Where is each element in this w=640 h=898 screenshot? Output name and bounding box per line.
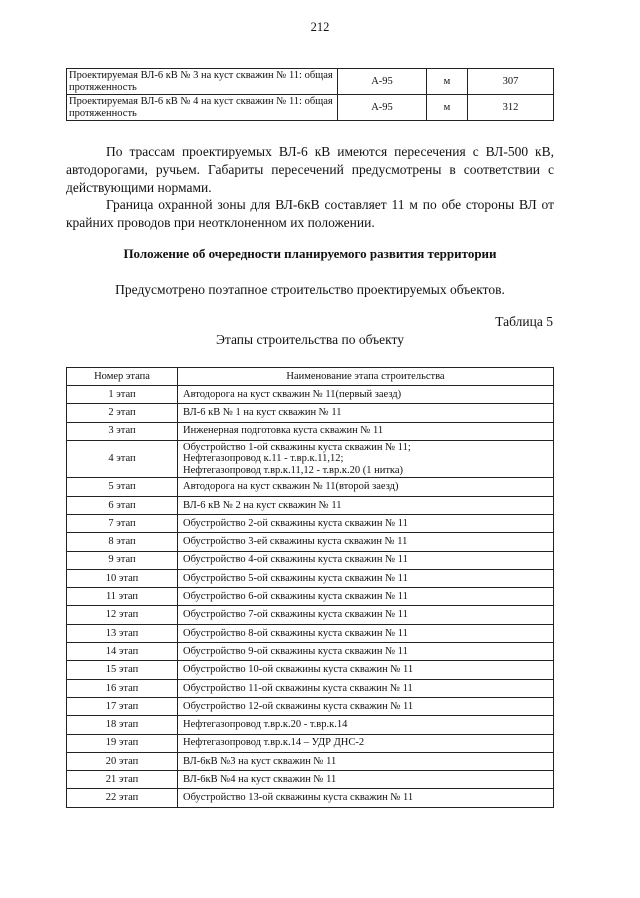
intro-text: Предусмотрено поэтапное строительство проектируемых объектов. bbox=[115, 282, 505, 297]
stage-number: 17 этап bbox=[67, 697, 178, 715]
stage-name-line: ВЛ-6 кВ № 1 на куст скважин № 11 bbox=[183, 407, 342, 419]
stage-name-line: Обустройство 11-ой скважины куста скважин № 11 bbox=[183, 682, 413, 694]
unit: м bbox=[427, 69, 468, 95]
table-row bbox=[67, 606, 554, 624]
stage-name bbox=[178, 624, 554, 642]
length-value: 307 bbox=[468, 69, 554, 95]
stages-table bbox=[66, 367, 554, 808]
stage-name bbox=[178, 588, 554, 606]
stage-name-line: Обустройство 10-ой скважины куста скважин № 11 bbox=[183, 664, 414, 676]
stage-name bbox=[178, 752, 554, 770]
stage-number: 9 этап bbox=[67, 551, 178, 569]
stage-number: 2 этап bbox=[67, 404, 178, 422]
stage-name bbox=[178, 789, 554, 807]
stage-name-line: Нефтегазопровод т.вр.к.11,12 - т.вр.к.20 (1 нитка) bbox=[183, 464, 404, 476]
stage-name-line: Инженерная подготовка куста скважин № 11 bbox=[183, 425, 384, 437]
stage-number: 5 этап bbox=[67, 478, 178, 496]
stage-name-line: Автодорога на куст скважин № 11(второй заезд) bbox=[183, 481, 399, 493]
line-description: Проектируемая ВЛ-6 кВ № 3 на куст скважин № 11: общая протяженность bbox=[67, 69, 338, 95]
table-row bbox=[67, 716, 554, 734]
table-row bbox=[67, 789, 554, 807]
stage-name-line: Обустройство 12-ой скважины куста скважин № 11 bbox=[183, 700, 414, 712]
wire-type: А-95 bbox=[338, 95, 427, 121]
stage-number: 18 этап bbox=[67, 716, 178, 734]
stage-name-line: Нефтегазопровод т.вр.к.20 - т.вр.к.14 bbox=[183, 719, 348, 731]
table-row bbox=[67, 771, 554, 789]
stage-name-line: Нефтегазопровод т.вр.к.14 – УДР ДНС-2 bbox=[183, 737, 365, 749]
table-row bbox=[67, 661, 554, 679]
stage-name bbox=[178, 422, 554, 440]
stage-name bbox=[178, 643, 554, 661]
page-number: 212 bbox=[310, 20, 330, 34]
stage-number: 11 этап bbox=[67, 588, 178, 606]
stage-name-line: Обустройство 6-ой скважины куста скважин № 11 bbox=[183, 591, 408, 603]
stage-number: 4 этап bbox=[67, 440, 178, 478]
stage-number: 21 этап bbox=[67, 771, 178, 789]
table-row bbox=[67, 440, 554, 478]
stage-name bbox=[178, 533, 554, 551]
stage-name-line: Нефтегазопровод к.11 - т.вр.к.11,12; bbox=[183, 453, 344, 465]
stage-name-line: Обустройство 9-ой скважины куста скважин № 11 bbox=[183, 645, 408, 657]
paragraph-crossings: По трассам проектируемых ВЛ-6 кВ имеются пересечения с ВЛ-500 кВ, автодорогами, ручьем. Габариты пересечений предусмотрены в соответствии с действующими нормами. bbox=[66, 144, 554, 195]
stage-number: 19 этап bbox=[67, 734, 178, 752]
table-row bbox=[67, 752, 554, 770]
stage-name-line: Обустройство 1-ой скважины куста скважин № 11; bbox=[183, 441, 411, 453]
stage-name bbox=[178, 386, 554, 404]
table-row bbox=[67, 404, 554, 422]
stage-number: 16 этап bbox=[67, 679, 178, 697]
table-row bbox=[67, 588, 554, 606]
header-stage-number: Номер этапа bbox=[67, 368, 178, 386]
length-value: 312 bbox=[468, 95, 554, 121]
stage-name-line: ВЛ-6кВ №3 на куст скважин № 11 bbox=[183, 755, 337, 767]
stage-number: 12 этап bbox=[67, 606, 178, 624]
stage-name bbox=[178, 551, 554, 569]
stage-name-line: ВЛ-6кВ №4 на куст скважин № 11 bbox=[183, 774, 337, 786]
unit: м bbox=[427, 95, 468, 121]
stage-name bbox=[178, 734, 554, 752]
table-row bbox=[67, 734, 554, 752]
table-row bbox=[67, 496, 554, 514]
table-row bbox=[67, 95, 554, 121]
stage-number: 1 этап bbox=[67, 386, 178, 404]
stage-name bbox=[178, 697, 554, 715]
wire-type: А-95 bbox=[338, 69, 427, 95]
stage-number: 15 этап bbox=[67, 661, 178, 679]
table-row bbox=[67, 478, 554, 496]
stage-name bbox=[178, 404, 554, 422]
stage-number: 13 этап bbox=[67, 624, 178, 642]
stage-name-line: Обустройство 5-ой скважины куста скважин № 11 bbox=[183, 572, 408, 584]
table-header-row bbox=[67, 368, 554, 386]
line-description: Проектируемая ВЛ-6 кВ № 4 на куст скважин № 11: общая протяженность bbox=[67, 95, 338, 121]
stage-name-line: ВЛ-6 кВ № 2 на куст скважин № 11 bbox=[183, 499, 342, 511]
stage-number: 10 этап bbox=[67, 569, 178, 587]
stage-number: 22 этап bbox=[67, 789, 178, 807]
pipeline-length-table bbox=[66, 68, 554, 121]
table-row bbox=[67, 551, 554, 569]
stage-name bbox=[178, 569, 554, 587]
table-row bbox=[67, 569, 554, 587]
stage-name-line: Обустройство 8-ой скважины куста скважин № 11 bbox=[183, 627, 408, 639]
table-row bbox=[67, 624, 554, 642]
stage-name bbox=[178, 771, 554, 789]
stage-name bbox=[178, 606, 554, 624]
table-row bbox=[67, 69, 554, 95]
stage-number: 14 этап bbox=[67, 643, 178, 661]
stage-name-line: Обустройство 7-ой скважины куста скважин № 11 bbox=[183, 609, 408, 621]
stage-name-line: Обустройство 2-ой скважины куста скважин № 11 bbox=[183, 517, 408, 529]
stage-name-line: Автодорога на куст скважин № 11(первый заезд) bbox=[183, 388, 402, 400]
section-heading: Положение об очередности планируемого развития территории bbox=[123, 246, 497, 261]
stage-name bbox=[178, 514, 554, 532]
table-row bbox=[67, 533, 554, 551]
stage-number: 8 этап bbox=[67, 533, 178, 551]
stage-number: 6 этап bbox=[67, 496, 178, 514]
stage-name bbox=[178, 496, 554, 514]
table-row bbox=[67, 514, 554, 532]
table-row bbox=[67, 422, 554, 440]
stage-name-line: Обустройство 3-ей скважины куста скважин № 11 bbox=[183, 536, 408, 548]
table-row bbox=[67, 697, 554, 715]
stage-name bbox=[178, 440, 554, 478]
stage-number: 7 этап bbox=[67, 514, 178, 532]
table-row bbox=[67, 386, 554, 404]
table-label: Таблица 5 bbox=[495, 314, 553, 329]
stage-name bbox=[178, 679, 554, 697]
stage-name bbox=[178, 716, 554, 734]
stage-number: 3 этап bbox=[67, 422, 178, 440]
stage-number: 20 этап bbox=[67, 752, 178, 770]
paragraph-protection-zone: Граница охранной зоны для ВЛ-6кВ составляет 11 м по обе стороны ВЛ от крайних проводов при неотклоненном их положении. bbox=[66, 197, 554, 230]
table-row bbox=[67, 679, 554, 697]
table-row bbox=[67, 643, 554, 661]
stage-name-line: Обустройство 4-ой скважины куста скважин № 11 bbox=[183, 554, 408, 566]
header-stage-name: Наименование этапа строительства bbox=[178, 368, 554, 386]
stage-name-line: Обустройство 13-ой скважины куста скважин № 11 bbox=[183, 792, 414, 804]
stage-name bbox=[178, 478, 554, 496]
stage-name bbox=[178, 661, 554, 679]
table-title: Этапы строительства по объекту bbox=[216, 332, 404, 347]
